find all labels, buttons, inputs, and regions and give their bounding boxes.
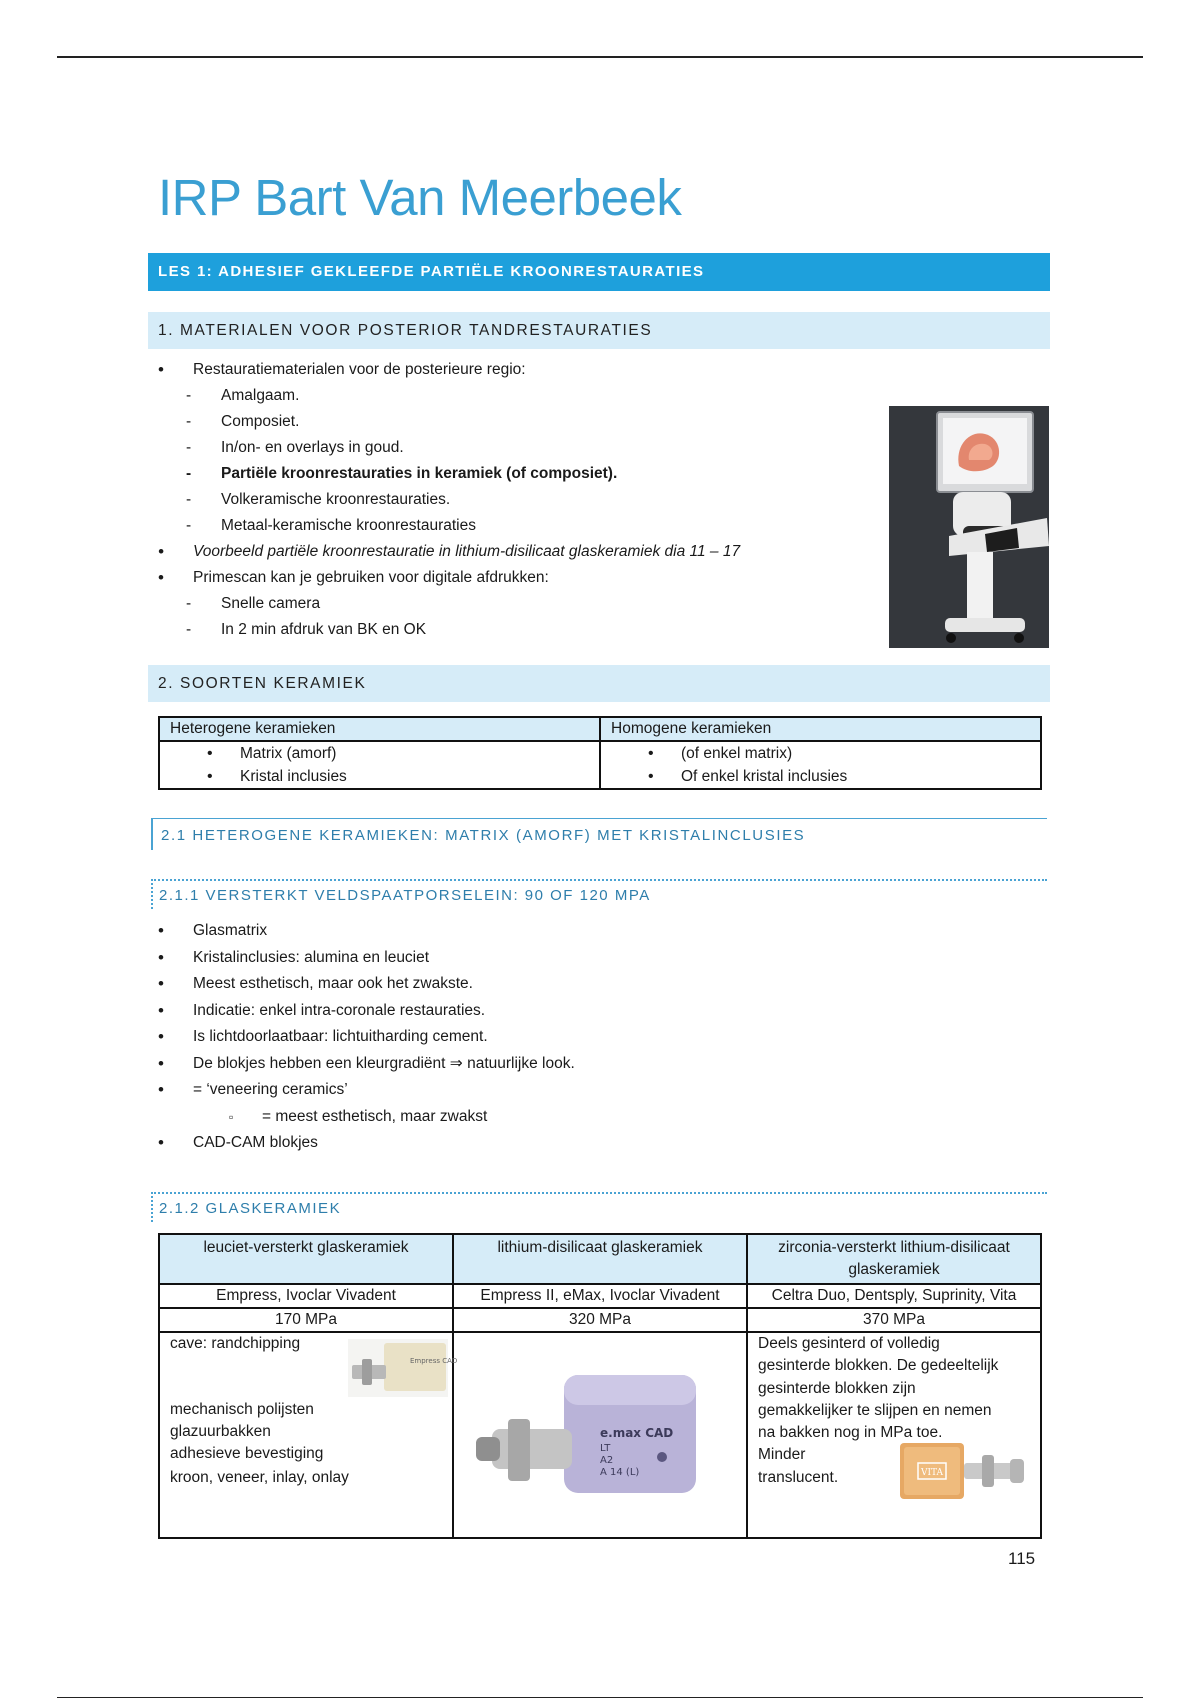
- list-item: • Primescan kan je gebruiken voor digitale afdrukken:: [158, 565, 740, 591]
- note-text: gemakkelijker te slijpen en nemen: [758, 1402, 992, 1419]
- list-item: • De blokjes hebben een kleurgradiënt ⇒ natuurlijke look.: [158, 1051, 575, 1078]
- note-text: Minder: [758, 1446, 806, 1463]
- brand-cell: Empress, Ivoclar Vivadent: [159, 1284, 453, 1308]
- ceramics-types-table: [158, 716, 1042, 790]
- note-text: gesinterde blokken zijn: [758, 1380, 916, 1397]
- list-item: ▫ = meest esthetisch, maar zwakst: [158, 1104, 575, 1131]
- zirconia-notes-cell: [747, 1332, 1041, 1538]
- list-item: • Glasmatrix: [158, 918, 575, 945]
- block-label: LT: [600, 1443, 611, 1454]
- list-item: • Restauratiematerialen voor de posterieure regio:: [158, 357, 740, 383]
- strength-cell: 170 MPa: [159, 1308, 453, 1332]
- note-text: gesinterde blokken. De gedeeltelijk: [758, 1357, 999, 1374]
- emax-block-image: [472, 1367, 732, 1517]
- block-label: A2: [600, 1455, 614, 1466]
- list-item: - Amalgaam.: [158, 383, 740, 409]
- brand-cell: Celtra Duo, Dentsply, Suprinity, Vita: [747, 1284, 1041, 1308]
- note-text: adhesieve bevestiging: [170, 1445, 324, 1462]
- bottom-rule: [57, 1697, 1143, 1698]
- note-text: glazuurbakken: [170, 1423, 271, 1440]
- brand-cell: Empress II, eMax, Ivoclar Vivadent: [453, 1284, 747, 1308]
- list-item: • Kristalinclusies: alumina en leuciet: [158, 945, 575, 972]
- note-text: Deels gesinterd of volledig: [758, 1335, 940, 1352]
- note-text: translucent.: [758, 1469, 839, 1486]
- note-text: cave: randchipping: [170, 1335, 301, 1352]
- section-2-1-heading: 2.1 HETEROGENE KERAMIEKEN: MATRIX (AMORF) MET KRISTALINCLUSIES: [151, 818, 1047, 850]
- note-text: kroon, veneer, inlay, onlay: [170, 1469, 349, 1486]
- svg-text:Empress CAD: Empress CAD: [410, 1357, 458, 1365]
- list-item: - Metaal-keramische kroonrestauraties: [158, 513, 740, 539]
- section-1-heading: 1. MATERIALEN VOOR POSTERIOR TANDRESTAURATIES: [148, 312, 1050, 349]
- zirconia-header: zirconia-versterkt lithium-disilicaat glaskeramiek: [747, 1234, 1041, 1284]
- list-item: • Is lichtdoorlaatbaar: lichtuitharding cement.: [158, 1024, 575, 1051]
- heterogeneous-header: Heterogene keramieken: [159, 717, 600, 741]
- homogeneous-cell: [600, 741, 1041, 789]
- leucite-notes-cell: [159, 1332, 458, 1538]
- block-label: A 14 (L): [600, 1467, 640, 1478]
- list-item: • Meest esthetisch, maar ook het zwakste.: [158, 971, 575, 998]
- section-2-1-1-heading: 2.1.1 VERSTERKT VELDSPAATPORSELEIN: 90 OF 120 MPA: [151, 879, 1047, 909]
- list-item: • = ‘veneering ceramics’: [158, 1077, 575, 1104]
- leucite-header: leuciet-versterkt glaskeramiek: [159, 1234, 453, 1284]
- vita-block-image: [898, 1439, 1028, 1503]
- list-item: - Volkeramische kroonrestauraties.: [158, 487, 740, 513]
- block-label: VITA: [920, 1468, 944, 1478]
- list-item: • Of enkel kristal inclusies: [601, 765, 1040, 788]
- lithium-image-cell: [453, 1332, 747, 1538]
- list-item: - In 2 min afdruk van BK en OK: [158, 617, 740, 643]
- list-item: • CAD-CAM blokjes: [158, 1130, 575, 1157]
- lesson-heading: LES 1: ADHESIEF GEKLEEFDE PARTIËLE KROONRESTAURATIES: [148, 253, 1050, 291]
- strength-cell: 370 MPa: [747, 1308, 1041, 1332]
- page-number: 115: [1008, 1549, 1036, 1568]
- section-2-heading: 2. SOORTEN KERAMIEK: [148, 665, 1050, 702]
- list-item: • Matrix (amorf): [160, 742, 599, 765]
- glass-ceramics-table: [158, 1233, 1042, 1539]
- lithium-disilicate-header: lithium-disilicaat glaskeramiek: [453, 1234, 747, 1284]
- block-label: e.max CAD: [600, 1426, 674, 1440]
- section-2-1-2-heading: 2.1.2 GLASKERAMIEK: [151, 1192, 1047, 1222]
- list-item: - Partiële kroonrestauraties in keramiek (of composiet).: [158, 461, 740, 487]
- document-title: IRP Bart Van Meerbeek: [158, 169, 682, 226]
- note-text: mechanisch polijsten: [170, 1401, 314, 1418]
- list-item: - In/on- en overlays in goud.: [158, 435, 740, 461]
- list-item: • Voorbeeld partiële kroonrestauratie in lithium-disilicaat glaskeramiek dia 11 – 17: [158, 539, 740, 565]
- materials-list: [158, 357, 740, 643]
- list-item: • (of enkel matrix): [601, 742, 1040, 765]
- strength-cell: 320 MPa: [453, 1308, 747, 1332]
- feldspar-list: [158, 918, 575, 1157]
- list-item: - Snelle camera: [158, 591, 740, 617]
- list-item: • Kristal inclusies: [160, 765, 599, 788]
- homogeneous-header: Homogene keramieken: [600, 717, 1041, 741]
- list-item: - Composiet.: [158, 409, 740, 435]
- primescan-image: [889, 406, 1049, 648]
- empress-block-image: [348, 1339, 458, 1397]
- list-item: • Indicatie: enkel intra-coronale restauraties.: [158, 998, 575, 1025]
- heterogeneous-cell: [159, 741, 600, 789]
- note-text: na bakken nog in MPa toe.: [758, 1424, 943, 1441]
- top-rule: [57, 56, 1143, 58]
